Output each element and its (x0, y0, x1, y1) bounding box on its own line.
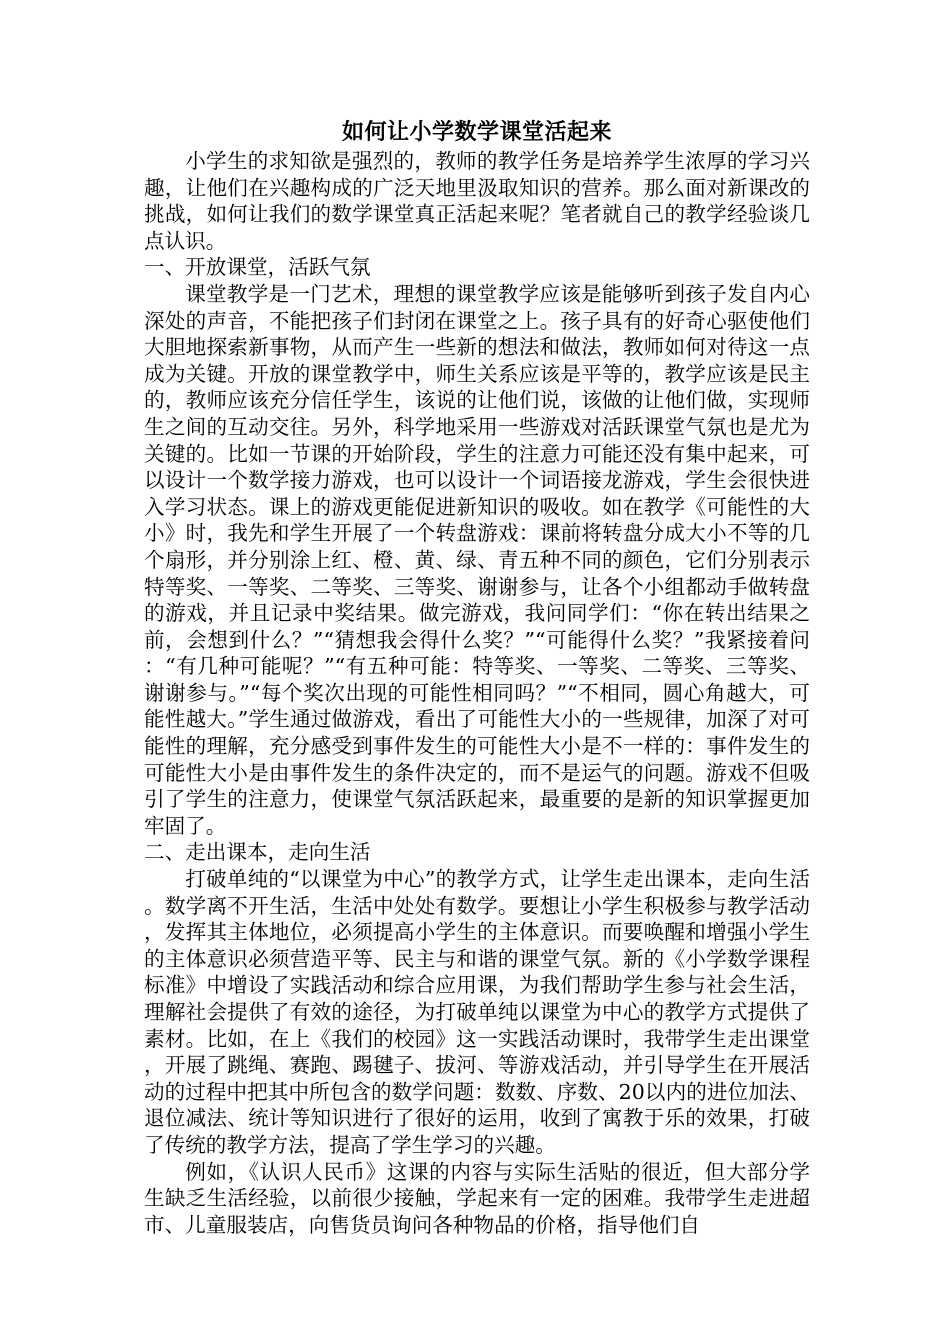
intro-paragraph: 小学生的求知欲是强烈的，教师的教学任务是培养学生浓厚的学习兴趣，让他们在兴趣构成的广泛天地里汲取知识的营养。那么面对新课改的挑战，如何让我们的数学课堂真正活起来呢？笔者就自己的教学经验谈几点认识。 (144, 149, 810, 253)
section-1-paragraph: 课堂教学是一门艺术，理想的课堂教学应该是能够听到孩子发自内心深处的声音，不能把孩子们封闭在课堂之上。孩子具有的好奇心驱使他们大胆地探索新事物，从而产生一些新的想法和做法，教师如何对待这一点成为关键。开放的课堂教学中，师生关系应该是平等的，教学应该是民主的，教师应该充分信任学生，该说的让他们说，该做的让他们做，实现师生之间的互动交往。另外，科学地采用一些游戏对活跃课堂气氛也是尤为关键的。比如一节课的开始阶段，学生的注意力可能还没有集中起来，可以设计一个数学接力游戏，也可以设计一个词语接龙游戏，学生会很快进入学习状态。课上的游戏更能促进新知识的吸收。如在教学《可能性的大小》时，我先和学生开展了一个转盘游戏：课前将转盘分成大小不等的几个扇形，并分别涂上红、橙、黄、绿、青五种不同的颜色，它们分别表示特等奖、一等奖、二等奖、三等奖、谢谢参与，让各个小组都动手做转盘的游戏，并且记录中奖结果。做完游戏，我问同学们：“你在转出结果之前，会想到什么？”“猜想我会得什么奖？”“可能得什么奖？”我紧接着问：“有几种可能呢？”“有五种可能：特等奖、一等奖、二等奖、三等奖、谢谢参与。”“每个奖次出现的可能性相同吗？”“不相同，圆心角越大，可能性越大。”学生通过做游戏，看出了可能性大小的一些规律，加深了对可能性的理解，充分感受到事件发生的可能性大小是不一样的：事件发生的可能性大小是由事件发生的条件决定的，而不是运气的问题。游戏不但吸引了学生的注意力，使课堂气氛活跃起来，最重要的是新的知识掌握更加牢固了。 (144, 281, 810, 838)
document-page (144, 118, 810, 1238)
document-title: 如何让小学数学课堂活起来 (341, 120, 612, 145)
section-2-paragraph: 打破单纯的“以课堂为中心”的教学方式，让学生走出课本，走向生活。数学离不开生活，生活中处处有数学。要想让小学生积极参与教学活动，发挥其主体地位，必须提高小学生的主体意识。而要唤醒和增强小学生的主体意识必须营造平等、民主与和谐的课堂气氛。新的《小学数学课程标准》中增设了实践活动和综合应用课，为我们帮助学生参与社会生活，理解社会提供了有效的途径，为打破单纯以课堂为中心的教学方式提供了素材。比如，在上《我们的校园》这一实践活动课时，我带学生走出课堂，开展了跳绳、赛跑、踢毽子、拔河、等游戏活动，并引导学生在开展活动的过程中把其中所包含的数学问题：数数、序数、20以内的进位加法、退位减法、统计等知识进行了很好的运用，收到了寓教于乐的效果，打破了传统的教学方法，提高了学生学习的兴趣。 (144, 867, 810, 1157)
section-2-heading: 二、走出课本，走向生活 (144, 840, 371, 865)
section-2-paragraph-2: 例如，《认识人民币》这课的内容与实际生活贴的很近，但大部分学生缺乏生活经验，以前很少接触，学起来有一定的困难。我带学生走进超市、儿童服装店，向售货员询问各种物品的价格，指导他们自 (144, 1159, 810, 1237)
section-1-heading: 一、开放课堂，活跃气氛 (144, 255, 371, 280)
